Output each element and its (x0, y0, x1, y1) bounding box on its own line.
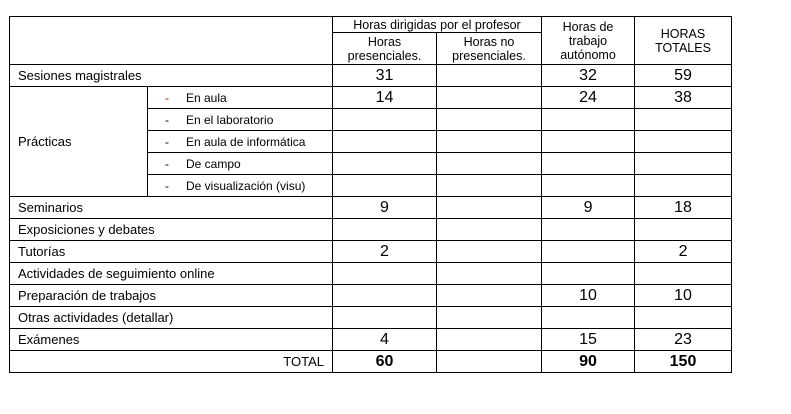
cell-pres: 4 (333, 329, 437, 351)
cell-pres: 9 (333, 197, 437, 219)
header-totales-line2: TOTALES (655, 40, 711, 55)
header-no-presenciales-line1: Horas no (463, 34, 515, 49)
table-row-tutorias (10, 241, 732, 263)
header-autonomo-line2: trabajo (568, 33, 608, 48)
cell-total (635, 131, 732, 153)
header-presenciales-line2: presenciales. (347, 48, 422, 63)
cell-total (635, 175, 732, 197)
table-row-examenes (10, 329, 732, 351)
cell-nopres (437, 285, 542, 307)
cell-total: 59 (635, 65, 732, 87)
header-totales (635, 17, 732, 65)
cell-total (635, 263, 732, 285)
bullet-dash: - (165, 90, 169, 105)
table-row-exposiciones (10, 219, 732, 241)
cell-nopres (437, 219, 542, 241)
row-label-exposiciones: Exposiciones y debates (10, 219, 333, 241)
header-autonomo (542, 17, 635, 65)
header-totales-line1: HORAS (660, 26, 706, 41)
cell-pres: 2 (333, 241, 437, 263)
cell-nopres (437, 197, 542, 219)
practicas-sub-label (148, 153, 333, 175)
cell-auto (542, 219, 635, 241)
cell-auto (542, 109, 635, 131)
cell-total: 10 (635, 285, 732, 307)
header-no-presenciales-line2: presenciales. (452, 48, 526, 63)
row-label-practicas: Prácticas (10, 87, 148, 197)
cell-total: 38 (635, 87, 732, 109)
row-label-examenes: Exámenes (10, 329, 333, 351)
cell-nopres (437, 153, 542, 175)
table-row-seminarios (10, 197, 732, 219)
cell-pres (333, 285, 437, 307)
bullet-dash: - (165, 178, 169, 193)
header-presenciales-line1: Horas (367, 34, 402, 49)
cell-auto: 24 (542, 87, 635, 109)
cell-pres (333, 153, 437, 175)
cell-total (635, 219, 732, 241)
header-no-presenciales (437, 33, 542, 65)
row-label-seguimiento: Actividades de seguimiento online (10, 263, 333, 285)
row-label-otras: Otras actividades (detallar) (10, 307, 333, 329)
practicas-sub-text: De visualización (visu) (186, 178, 306, 193)
header-presenciales (333, 33, 437, 65)
header-autonomo-line3: autónomo (560, 47, 616, 62)
cell-pres (333, 219, 437, 241)
cell-total (635, 153, 732, 175)
bullet-dash: - (165, 156, 169, 171)
header-group-profesor: Horas dirigidas por el profesor (333, 17, 542, 33)
practicas-sub-label (148, 131, 333, 153)
table-row-sesiones (10, 65, 732, 87)
hours-table (9, 16, 732, 373)
row-label-seminarios: Seminarios (10, 197, 333, 219)
cell-pres (333, 109, 437, 131)
cell-nopres (437, 241, 542, 263)
cell-total: 18 (635, 197, 732, 219)
cell-auto: 9 (542, 197, 635, 219)
cell-nopres (437, 307, 542, 329)
cell-nopres (437, 109, 542, 131)
table-row-otras (10, 307, 732, 329)
cell-auto (542, 241, 635, 263)
practicas-sub-label (148, 175, 333, 197)
cell-total (635, 109, 732, 131)
cell-pres: 60 (333, 351, 437, 373)
bullet-dash: - (165, 134, 169, 149)
cell-auto (542, 131, 635, 153)
row-label-preparacion: Preparación de trabajos (10, 285, 333, 307)
cell-auto (542, 175, 635, 197)
cell-total: 23 (635, 329, 732, 351)
practicas-sub-text: De campo (186, 156, 241, 171)
cell-total (635, 307, 732, 329)
cell-pres (333, 131, 437, 153)
cell-auto: 10 (542, 285, 635, 307)
row-label-tutorias: Tutorías (10, 241, 333, 263)
cell-nopres (437, 175, 542, 197)
cell-auto: 15 (542, 329, 635, 351)
practicas-sub-label (148, 109, 333, 131)
header-autonomo-line1: Horas de (562, 19, 614, 34)
practicas-sub-text: En aula de informática (186, 134, 306, 149)
cell-nopres (437, 351, 542, 373)
row-label-sesiones: Sesiones magistrales (10, 65, 333, 87)
cell-pres: 14 (333, 87, 437, 109)
row-label-total: TOTAL (10, 351, 333, 373)
cell-auto (542, 307, 635, 329)
practicas-sub-text: En el laboratorio (186, 112, 274, 127)
cell-pres: 31 (333, 65, 437, 87)
cell-pres (333, 307, 437, 329)
cell-auto (542, 263, 635, 285)
practicas-sub-label (148, 87, 333, 109)
cell-pres (333, 175, 437, 197)
cell-auto (542, 153, 635, 175)
cell-total: 2 (635, 241, 732, 263)
header-empty-cell (10, 17, 333, 65)
table-row-practicas-aula (10, 87, 732, 109)
practicas-sub-text: En aula (186, 90, 227, 105)
cell-auto: 90 (542, 351, 635, 373)
cell-nopres (437, 65, 542, 87)
table-row-total (10, 351, 732, 373)
cell-auto: 32 (542, 65, 635, 87)
cell-total: 150 (635, 351, 732, 373)
cell-nopres (437, 263, 542, 285)
table-row-preparacion (10, 285, 732, 307)
table-row-seguimiento (10, 263, 732, 285)
cell-nopres (437, 131, 542, 153)
cell-pres (333, 263, 437, 285)
cell-nopres (437, 87, 542, 109)
bullet-dash: - (165, 112, 169, 127)
cell-nopres (437, 329, 542, 351)
